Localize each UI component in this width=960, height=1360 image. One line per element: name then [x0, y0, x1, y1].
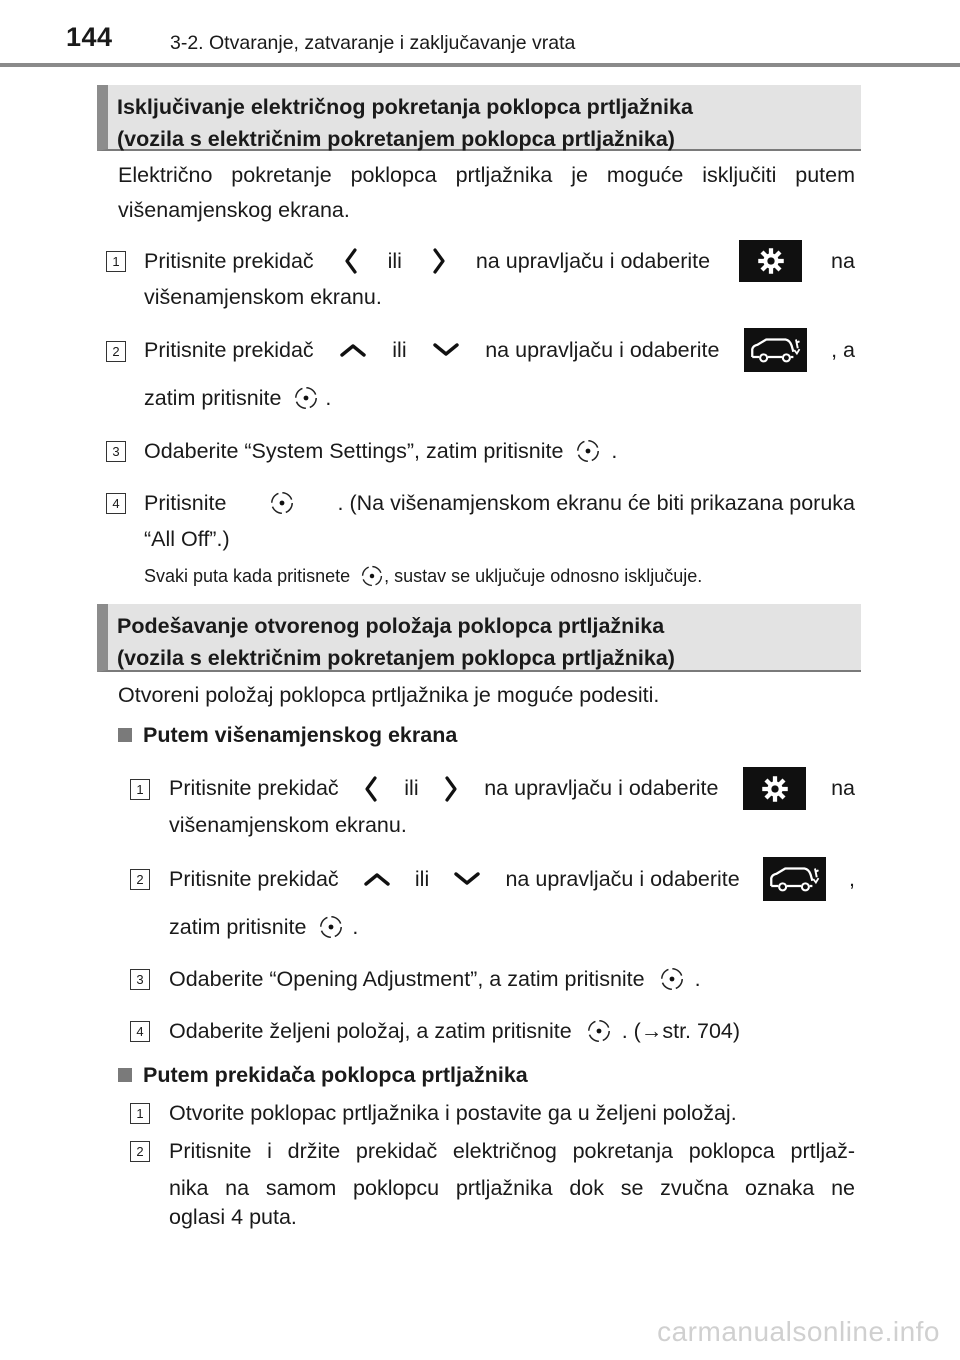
ok-button-icon	[575, 438, 601, 464]
ok-button-icon	[318, 914, 344, 940]
settings-gear-icon	[739, 240, 802, 282]
intro-paragraph	[118, 157, 855, 194]
step-text: zatim pritisnite	[169, 914, 307, 939]
step-text: Odaberite željeni položaj, a zatim pritisnite	[169, 1018, 572, 1043]
step-text: na upravljaču i odaberite	[484, 776, 719, 800]
step-text: na upravljaču i odaberite	[485, 337, 720, 362]
step-text: Pritisnite prekidač	[144, 248, 314, 273]
step-line	[169, 1014, 740, 1048]
chevron-up-icon	[362, 871, 392, 887]
note-text: Svaki puta kada pritisnete	[144, 565, 351, 586]
ok-button-icon	[293, 385, 319, 411]
running-head: 3-2. Otvaranje, zatvaranje i zaključavanje vrata	[170, 32, 576, 54]
step-text: ili	[392, 337, 407, 362]
ok-button-icon	[269, 490, 295, 516]
step-line	[169, 857, 855, 901]
step-text: .	[325, 385, 332, 410]
step-text: Odaberite “Opening Adjustment”, a zatim pritisnite	[169, 966, 645, 991]
ok-button-icon	[659, 966, 685, 992]
step-line	[169, 910, 358, 944]
step-number: 1	[130, 779, 150, 800]
step-text: Odaberite “System Settings”, zatim pritisnite	[144, 438, 564, 463]
chevron-left-icon	[363, 775, 379, 803]
note-text: , sustav se uključuje odnosno isključuje.	[384, 565, 703, 586]
step-text: oglasi 4 puta.	[169, 1205, 297, 1229]
header-rule	[0, 63, 960, 67]
step-number: 1	[130, 1103, 150, 1124]
step-text: Pritisnite prekidač	[169, 776, 339, 800]
step-number: 2	[130, 1141, 150, 1162]
step-text: na	[831, 776, 855, 800]
section-heading-opening-position	[97, 604, 861, 672]
step-text: višenamjenskom ekranu.	[169, 813, 407, 837]
step-text: zatim pritisnite	[144, 385, 282, 410]
settings-gear-icon	[743, 767, 806, 810]
step-text: .	[611, 438, 618, 463]
chevron-right-icon	[431, 247, 447, 275]
step-text: na	[831, 248, 855, 273]
step-text: Pritisnite prekidač	[169, 866, 339, 891]
step-number: 4	[106, 493, 126, 514]
step-text: na upravljaču i odaberite	[505, 866, 740, 891]
step-text: , a	[831, 337, 855, 362]
section-title-line: Podešavanje otvorenog položaja poklopca prtljažnika	[117, 614, 665, 638]
step-text: .	[352, 914, 359, 939]
chevron-down-icon	[452, 871, 482, 887]
ok-button-icon	[360, 564, 384, 588]
step-text: nika na samom poklopcu prtljažnika dok se zvučna oznaka ne	[169, 1176, 855, 1200]
chevron-right-icon	[443, 775, 459, 803]
step-line	[144, 240, 855, 282]
step-text: . (Na višenamjenskom ekranu će biti prikazana poruka	[337, 490, 855, 515]
step-number: 3	[130, 969, 150, 990]
step-text: ,	[848, 866, 855, 891]
ok-button-icon	[586, 1018, 612, 1044]
step-line	[144, 434, 617, 468]
watermark: carmanualsonline.info	[657, 1316, 940, 1347]
step-paragraph	[169, 1133, 855, 1207]
step-text: ili	[404, 776, 419, 800]
step-line	[144, 328, 855, 372]
subheading-back-door-switch	[118, 1060, 528, 1090]
step-text: na upravljaču i odaberite	[475, 248, 711, 273]
step-text: ili	[387, 248, 402, 273]
step-line	[169, 767, 855, 810]
section-title-line: (vozila s električnim pokretanjem poklopca prtljažnika)	[117, 646, 675, 670]
chevron-left-icon	[343, 247, 359, 275]
step-text: .	[694, 966, 701, 991]
step-number: 2	[130, 869, 150, 890]
step-text: ili	[414, 866, 430, 891]
subheading-text: Putem prekidača poklopca prtljažnika	[143, 1062, 528, 1087]
bullet-square-icon	[118, 1068, 132, 1082]
section-title-line: (vozila s električnim pokretanjem poklopca prtljažnika)	[117, 127, 675, 151]
subheading-multi-display	[118, 720, 457, 750]
step-number: 1	[106, 251, 126, 272]
chevron-up-icon	[338, 342, 368, 358]
section-heading-disable-power-door	[97, 85, 861, 151]
step-line	[169, 962, 701, 996]
step-line	[144, 381, 331, 415]
bullet-square-icon	[118, 728, 132, 742]
note	[144, 563, 702, 589]
chevron-down-icon	[431, 342, 461, 358]
step-number: 4	[130, 1021, 150, 1042]
vehicle-back-door-icon	[744, 328, 807, 372]
step-text: Pritisnite	[144, 490, 227, 515]
page-header	[0, 0, 960, 64]
step-line	[144, 486, 855, 520]
step-text: Pritisnite i držite prekidač električnog pokretanja poklopca prtljaž-	[169, 1139, 855, 1163]
vehicle-back-door-icon	[763, 857, 826, 901]
step-text: Pritisnite prekidač	[144, 337, 314, 362]
step-text: “All Off”.)	[144, 527, 230, 551]
intro-paragraph-end: višenamjenskog ekrana.	[118, 198, 350, 222]
section-title-line: Isključivanje električnog pokretanja poklopca prtljažnika	[117, 95, 693, 119]
step-number: 3	[106, 441, 126, 462]
step-number: 2	[106, 341, 126, 362]
step-text: višenamjenskom ekranu.	[144, 285, 382, 309]
step-text: . (→str. 704)	[621, 1018, 741, 1043]
subheading-text: Putem višenamjenskog ekrana	[143, 722, 458, 747]
intro-paragraph: Otvoreni položaj poklopca prtljažnika je moguće podesiti.	[118, 683, 660, 707]
step-text: Otvorite poklopac prtljažnika i postavite ga u željeni položaj.	[169, 1101, 737, 1125]
page-number: 144	[66, 22, 113, 52]
intro-line: Električno pokretanje poklopca prtljažnika je moguće isključiti putem	[118, 163, 855, 187]
